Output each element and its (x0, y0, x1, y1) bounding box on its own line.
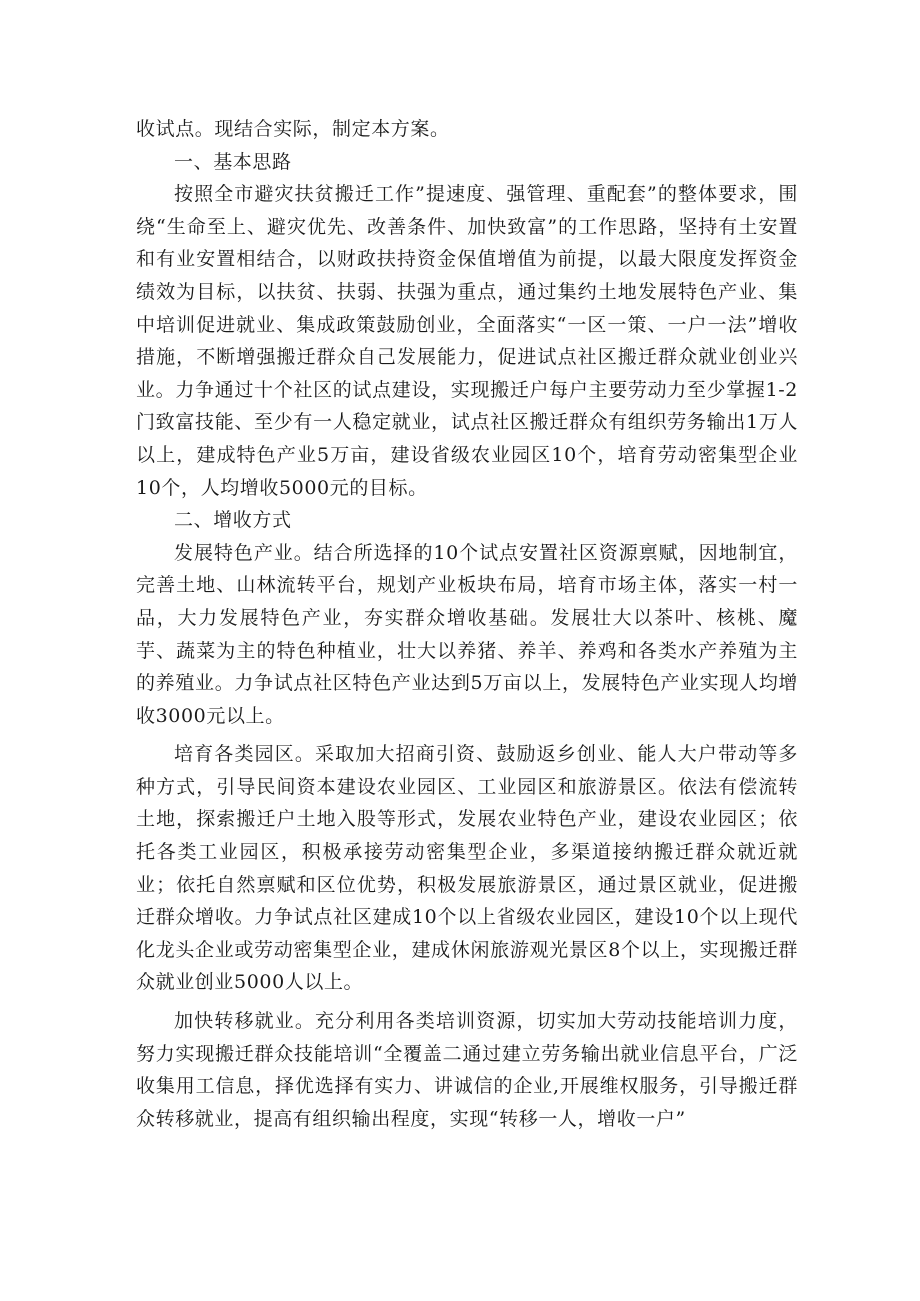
paragraph-basic-approach: 按照全市避灾扶贫搬迁工作”提速度、强管理、重配套”的整体要求，围绕“生命至上、避灾优先、改善条件、加快致富”的工作思路，坚持有土安置和有业安置相结合，以财政扶持资金保值增值为前提，以最大限度发挥资金绩效为目标，以扶贫、扶弱、扶强为重点，通过集约土地发展特色产业、集中培训促进就业、集成政策鼓励创业，全面落实“一区一策、一户一法”增收措施，不断增强搬迁群众自己发展能力，促进试点社区搬迁群众就业创业兴业。力争通过十个社区的试点建设，实现搬迁户每户主要劳动力至少掌握1-2门致富技能、至少有一人稳定就业，试点社区搬迁群众有组织劳务输出1万人以上，建成特色产业5万亩，建设省级农业园区10个，培育劳动密集型企业10个，人均增收5000元的目标。 (136, 183, 798, 499)
paragraph-employment: 加快转移就业。充分利用各类培训资源，切实加大劳动技能培训力度，努力实现搬迁群众技能培训“全覆盖二通过建立劳务输出就业信息平台，广泛收集用工信息，择优选择有实力、讲诚信的企业,开展维权服务，引导搬迁群众转移就业，提高有组织输出程度，实现“转移一人，增收一户” (136, 1010, 798, 1130)
section-heading-basic-approach: 一、基本思路 (174, 150, 292, 173)
paragraph-parks: 培育各类园区。采取加大招商引资、鼓励返乡创业、能人大户带动等多种方式，引导民间资本建设农业园区、工业园区和旅游景区。依法有偿流转土地，探索搬迁户土地入股等形式，发展农业特色产业，建设农业园区；依托各类工业园区，积极承接劳动密集型企业，多渠道接纳搬迁群众就近就业；依托自然禀赋和区位优势，积极发展旅游景区，通过景区就业，促进搬迁群众增收。力争试点社区建成10个以上省级农业园区，建设10个以上现代化龙头企业或劳动密集型企业，建成休闲旅游观光景区8个以上，实现搬迁群众就业创业5000人以上。 (136, 743, 798, 994)
paragraph-special-industry: 发展特色产业。结合所选择的10个试点安置社区资源禀赋，因地制宜，完善土地、山林流转平台，规划产业板块布局，培育市场主体，落实一村一品，大力发展特色产业，夯实群众增收基础。发展壮大以茶叶、核桃、魔芋、蔬菜为主的特色种植业，壮大以养猪、养羊、养鸡和各类水产养殖为主的养殖业。力争试点社区特色产业达到5万亩以上，发展特色产业实现人均增收3000元以上。 (136, 541, 798, 727)
document-body (136, 113, 798, 1135)
paragraph-intro-tail: 收试点。现结合实际，制定本方案。 (136, 118, 450, 140)
section-heading-income-methods: 二、增收方式 (174, 509, 292, 532)
